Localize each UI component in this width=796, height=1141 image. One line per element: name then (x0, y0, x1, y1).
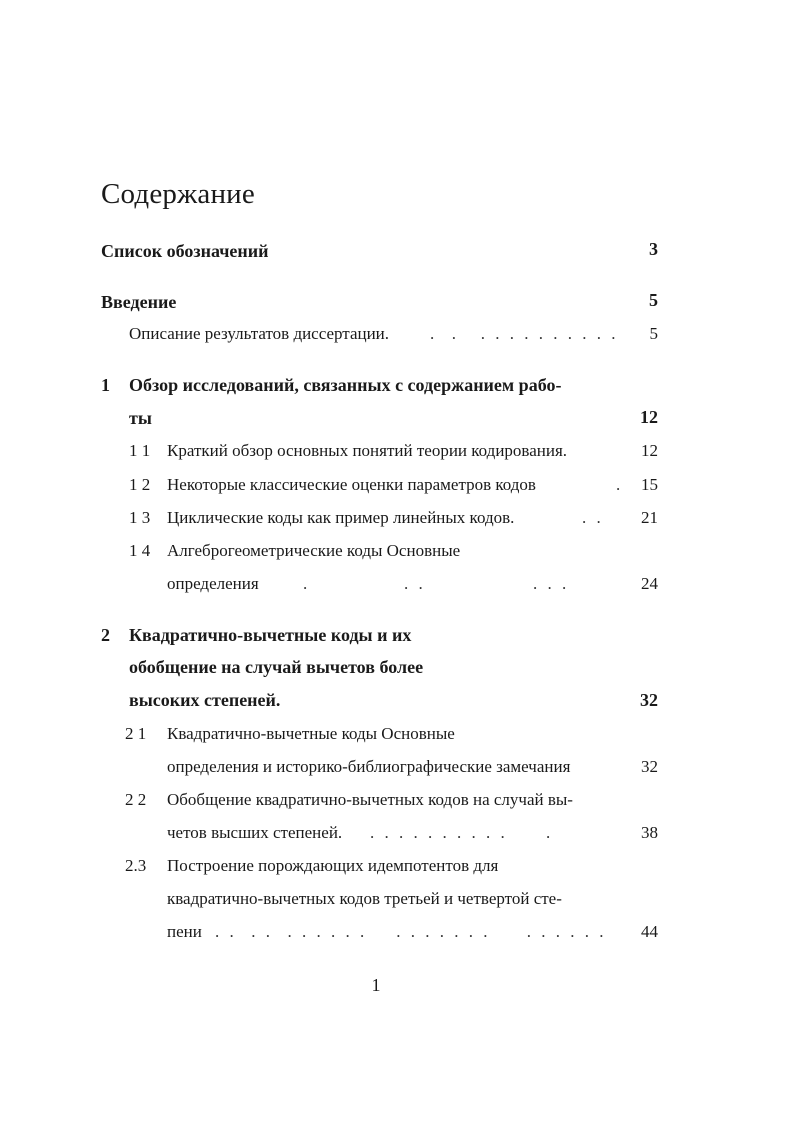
section-number: 2.3 (125, 856, 147, 875)
toc-entry-section-2-2-cont[interactable]: четов высших степеней. (167, 823, 343, 842)
section-number: 1 3 (129, 508, 151, 527)
toc-entry-section-1-1[interactable]: Краткий обзор основных понятий теории кодирования. (167, 441, 568, 460)
section-number: 1 1 (129, 441, 151, 460)
section-number: 1 2 (129, 475, 151, 494)
toc-page-intro: 5 (649, 290, 658, 310)
toc-entry-chapter2[interactable]: Квадратично-вычетные коды и их (129, 625, 412, 645)
toc-entry-section-2-3-cont[interactable]: квадратично-вычетных кодов третьей и четвертой сте- (167, 889, 562, 908)
toc-entry-section-2-1[interactable]: Квадратично-вычетные коды Основные (167, 724, 455, 743)
leader-dots: . (303, 574, 311, 593)
toc-entry-section-2-1-cont[interactable]: определения и историко-библиографические замечания (167, 757, 571, 776)
toc-page-section-1-4: 24 (641, 574, 658, 593)
leader-dots: . . . . . . . . . . (370, 823, 508, 842)
toc-page-section-2-1: 32 (641, 757, 658, 776)
leader-dots: . . . (533, 574, 570, 593)
section-number: 2 2 (125, 790, 147, 809)
toc-entry-chapter1[interactable]: Обзор исследований, связанных с содержанием рабо- (129, 375, 562, 395)
toc-entry-section-2-3-cont2[interactable]: пени (167, 922, 202, 941)
toc-page-section-2-2: 38 (641, 823, 658, 842)
leader-dots: . . (404, 574, 426, 593)
toc-page-notation: 3 (649, 239, 658, 259)
toc-entry-notation[interactable]: Список обозначений (101, 241, 269, 261)
page-title: Содержание (101, 178, 255, 210)
leader-dots: . . . . . . . . . . . . . . . . . . . . . . . (215, 922, 607, 941)
toc-entry-chapter2-cont2[interactable]: высоких степеней. (129, 690, 281, 710)
toc-page-section-1-3: 21 (641, 508, 658, 527)
leader-dots: . (546, 823, 554, 842)
leader-dots: . . . . . . . . . . . . (430, 324, 619, 343)
toc-entry-intro-results[interactable]: Описание результатов диссертации. (129, 324, 390, 343)
toc-entry-section-2-3[interactable]: Построение порождающих идемпотентов для (167, 856, 499, 875)
section-number: 2 1 (125, 724, 147, 743)
leader-dots: . . (582, 508, 604, 527)
toc-entry-intro[interactable]: Введение (101, 292, 177, 312)
toc-entry-section-1-4-cont[interactable]: определения (167, 574, 259, 593)
page-number: 1 (371, 975, 381, 995)
toc-page-chapter2: 32 (640, 690, 658, 710)
toc-page-section-1-1: 12 (641, 441, 658, 460)
toc-page-intro-results: 5 (649, 324, 658, 343)
chapter-number: 1 (101, 375, 110, 395)
toc-entry-section-2-2[interactable]: Обобщение квадратично-вычетных кодов на случай вы- (167, 790, 573, 809)
toc-page-section-2-3: 44 (641, 922, 658, 941)
toc-page-chapter1: 12 (640, 407, 658, 427)
toc-entry-chapter2-cont[interactable]: обобщение на случай вычетов более (129, 657, 424, 677)
toc-entry-section-1-3[interactable]: Циклические коды как пример линейных кодов. (167, 508, 515, 527)
toc-entry-section-1-2[interactable]: Некоторые классические оценки параметров кодов (167, 475, 536, 494)
toc-page-section-1-2: 15 (641, 475, 658, 494)
toc-entry-section-1-4[interactable]: Алгеброгеометрические коды Основные (167, 541, 461, 560)
chapter-number: 2 (101, 625, 110, 645)
section-number: 1 4 (129, 541, 151, 560)
leader-dots: . (616, 475, 624, 494)
toc-entry-chapter1-cont[interactable]: ты (129, 408, 152, 428)
